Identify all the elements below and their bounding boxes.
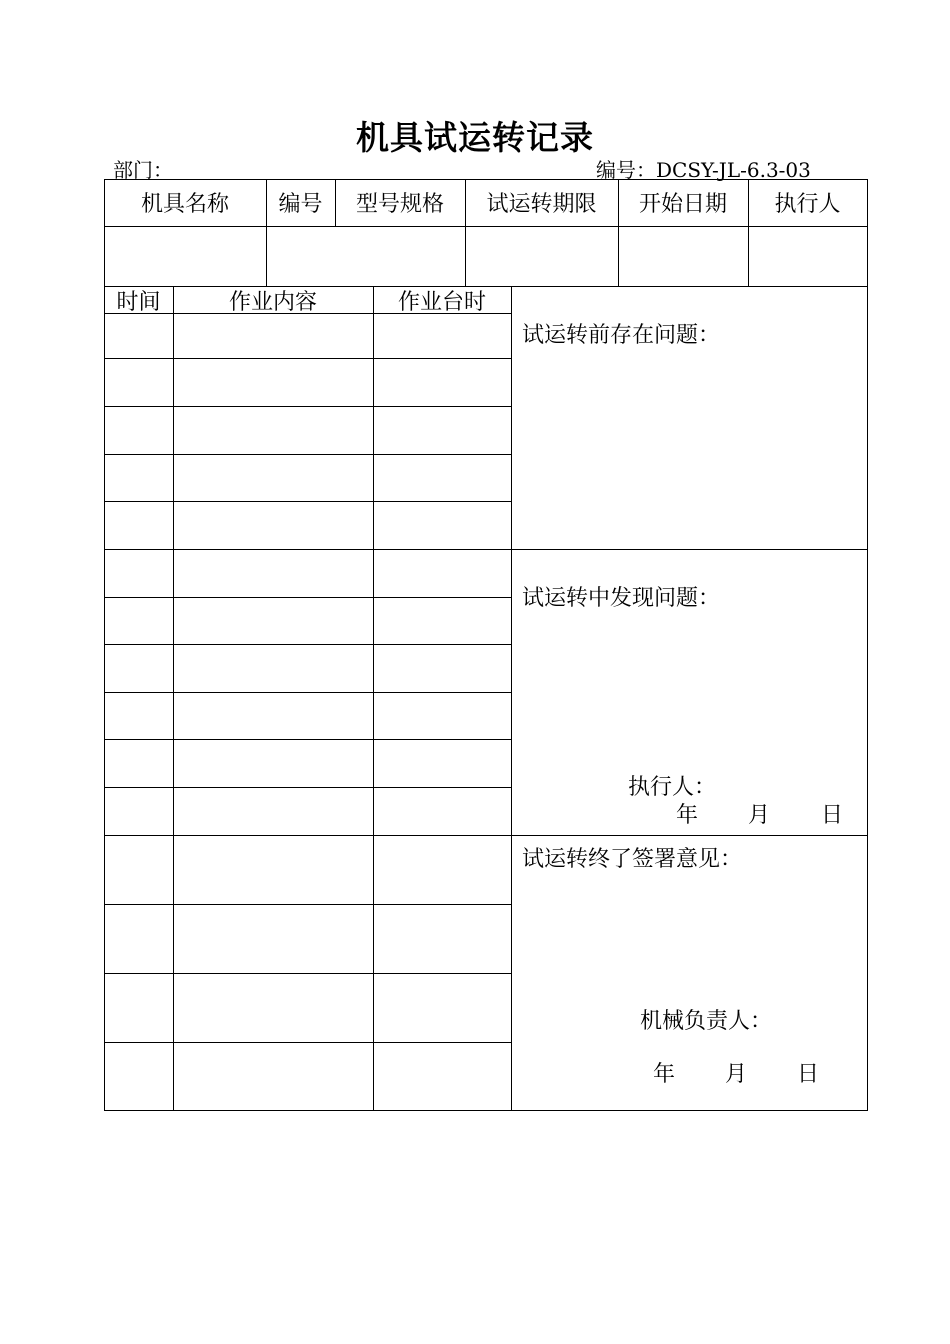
- log-col-work-hours: 作业台时: [397, 290, 486, 315]
- header-col-number: 编号: [278, 192, 323, 217]
- found-issues-date-day: 日: [821, 803, 844, 828]
- log-col-time: 时间: [116, 290, 161, 315]
- pre-trial-issues-label: 试运转前存在问题：: [522, 323, 721, 348]
- department-label: 部门：: [113, 158, 173, 182]
- header-col-machine-name: 机具名称: [140, 192, 229, 217]
- found-issues-date-year: 年: [676, 803, 699, 828]
- final-opinion-date-day: 日: [797, 1062, 820, 1087]
- header-col-executor: 执行人: [774, 192, 841, 217]
- page-title: 机具试运转记录: [356, 118, 594, 157]
- final-opinion-date-year: 年: [653, 1062, 676, 1087]
- header-col-trial-period: 试运转期限: [486, 192, 597, 217]
- final-opinion-label: 试运转终了签署意见：: [522, 847, 743, 872]
- header-col-model-spec: 型号规格: [355, 192, 444, 217]
- trial-found-issues-label: 试运转中发现问题：: [522, 586, 721, 611]
- header-col-start-date: 开始日期: [638, 192, 727, 217]
- log-col-work-content: 作业内容: [228, 290, 317, 315]
- final-opinion-date-month: 月: [725, 1062, 748, 1087]
- document-code: 编号：DCSY-JL-6.3-03: [596, 158, 811, 182]
- executor-sign-label: 执行人：: [628, 775, 717, 800]
- found-issues-date-month: 月: [748, 803, 771, 828]
- machine-manager-sign-label: 机械负责人：: [640, 1009, 773, 1034]
